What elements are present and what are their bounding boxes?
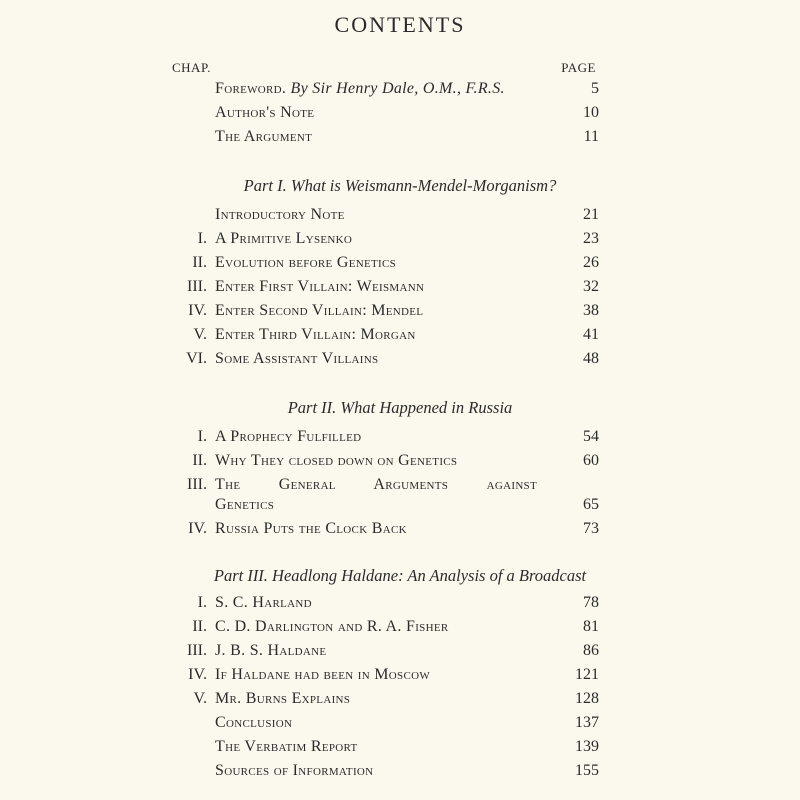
toc-entry-label: Introductory Note — [215, 206, 345, 223]
toc-row-continuation[interactable] — [0, 496, 800, 518]
chapter-number: II. — [192, 618, 207, 635]
chap-column-header: CHAP. — [172, 60, 211, 75]
chapter-number: I. — [197, 428, 207, 445]
toc-page-number: 23 — [583, 230, 599, 247]
chapter-number: IV. — [188, 302, 207, 319]
toc-entry-label: Enter Third Villain: Morgan — [215, 326, 416, 343]
chapter-number: V. — [193, 690, 207, 707]
toc-page-number: 11 — [583, 128, 599, 145]
toc-row[interactable] — [0, 520, 800, 542]
toc-row[interactable] — [0, 254, 800, 276]
toc-row[interactable] — [0, 452, 800, 474]
toc-page-number: 155 — [575, 762, 599, 779]
toc-entry-label: Conclusion — [215, 714, 293, 731]
toc-entry-label: A Primitive Lysenko — [215, 230, 353, 247]
toc-row-foreword[interactable] — [0, 80, 800, 102]
page-title: CONTENTS — [334, 12, 466, 37]
toc-page-number: 10 — [583, 104, 599, 121]
toc-page-number: 78 — [583, 594, 599, 611]
part-1-heading: Part I. What is Weismann-Mendel-Morganism? — [243, 176, 557, 195]
chapter-number: IV. — [188, 666, 207, 683]
toc-row[interactable] — [0, 738, 800, 760]
chapter-number: III. — [187, 278, 207, 295]
toc-page-number: 137 — [575, 714, 599, 731]
toc-entry-label: C. D. Darlington and R. A. Fisher — [215, 618, 449, 635]
toc-row-argument[interactable] — [0, 128, 800, 150]
toc-entry-label: If Haldane had been in Moscow — [215, 666, 431, 683]
page-column-header: PAGE — [561, 60, 596, 75]
chapter-number: IV. — [188, 520, 207, 537]
part-3-heading: Part III. Headlong Haldane: An Analysis of a Broadcast — [213, 566, 587, 585]
toc-row-authors-note[interactable] — [0, 104, 800, 126]
toc-page-number: 60 — [583, 452, 599, 469]
chapter-number: VI. — [186, 350, 207, 367]
toc-row[interactable] — [0, 326, 800, 348]
toc-row[interactable] — [0, 666, 800, 688]
toc-page-number: 38 — [583, 302, 599, 319]
toc-entry-label: Author's Note — [215, 104, 315, 121]
toc-page-number: 81 — [583, 618, 599, 635]
chapter-number: II. — [192, 452, 207, 469]
toc-page-number: 32 — [583, 278, 599, 295]
toc-entry-label: Sources of Information — [215, 762, 374, 779]
toc-entry-label: The Argument — [215, 128, 313, 145]
toc-entry-label: J. B. S. Haldane — [215, 642, 327, 659]
toc-entry-label: S. C. Harland — [215, 594, 312, 611]
toc-page-number: 21 — [583, 206, 599, 223]
toc-entry-label: Enter Second Villain: Mendel — [215, 302, 424, 319]
toc-page-number: 86 — [583, 642, 599, 659]
chapter-number: I. — [197, 594, 207, 611]
chapter-number: V. — [193, 326, 207, 343]
toc-entry-label: Foreword. By Sir Henry Dale, O.M., F.R.S. — [215, 80, 505, 97]
toc-page-number: 128 — [575, 690, 599, 707]
toc-entry-label: Evolution before Genetics — [215, 254, 397, 271]
toc-entry-label: The Verbatim Report — [215, 738, 358, 755]
toc-row[interactable] — [0, 594, 800, 616]
toc-row[interactable] — [0, 762, 800, 784]
toc-page-number: 121 — [575, 666, 599, 683]
chapter-number: I. — [197, 230, 207, 247]
toc-page-number: 48 — [583, 350, 599, 367]
toc-entry-label: Russia Puts the Clock Back — [215, 520, 407, 537]
toc-entry-label: A Prophecy Fulfilled — [215, 428, 362, 445]
toc-entry-label: Some Assistant Villains — [215, 350, 379, 367]
toc-page-number: 5 — [591, 80, 599, 97]
toc-entry-label: Enter First Villain: Weismann — [215, 278, 425, 295]
toc-row[interactable] — [0, 690, 800, 712]
part-2-heading: Part II. What Happened in Russia — [287, 398, 513, 417]
toc-row[interactable] — [0, 350, 800, 372]
toc-entry-label: The General Arguments against — [215, 476, 537, 493]
toc-row[interactable] — [0, 206, 800, 228]
toc-row[interactable] — [0, 642, 800, 664]
toc-row[interactable] — [0, 476, 800, 498]
toc-entry-label-continued: Genetics — [215, 496, 275, 513]
toc-page-number: 73 — [583, 520, 599, 537]
toc-entry-label: Why They closed down on Genetics — [215, 452, 458, 469]
toc-page-number: 65 — [583, 496, 599, 513]
toc-page-number: 41 — [583, 326, 599, 343]
chapter-number: III. — [187, 476, 207, 493]
toc-row[interactable] — [0, 302, 800, 324]
chapter-number: III. — [187, 642, 207, 659]
toc-row[interactable] — [0, 230, 800, 252]
toc-row[interactable] — [0, 714, 800, 736]
toc-row[interactable] — [0, 428, 800, 450]
toc-page-number: 26 — [583, 254, 599, 271]
toc-row[interactable] — [0, 278, 800, 300]
toc-entry-label: Mr. Burns Explains — [215, 690, 351, 707]
toc-row[interactable] — [0, 618, 800, 640]
toc-page-number: 139 — [575, 738, 599, 755]
toc-page-number: 54 — [583, 428, 599, 445]
chapter-number: II. — [192, 254, 207, 271]
